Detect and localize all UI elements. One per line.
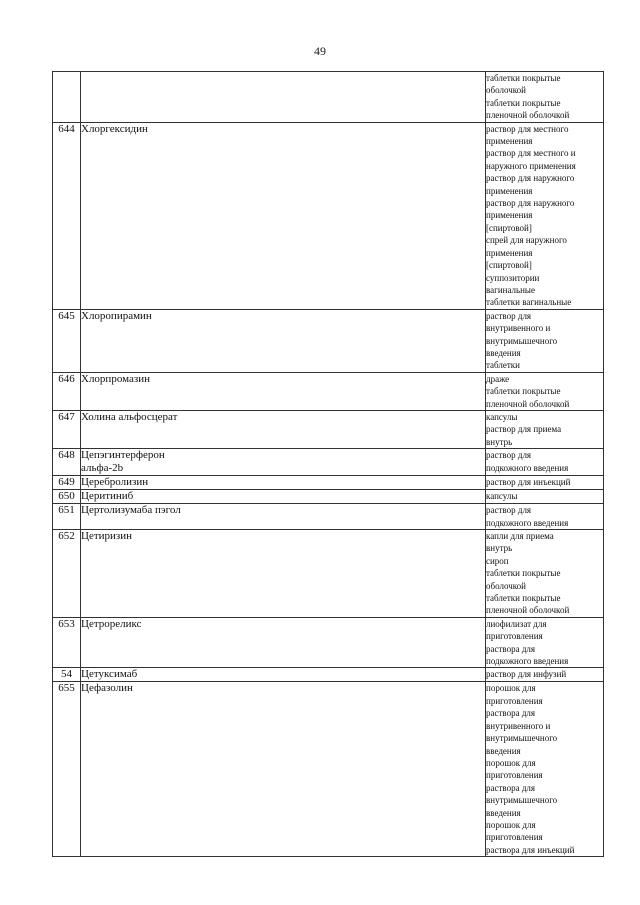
drug-name-line: Цетиризин — [81, 530, 133, 542]
dosage-form-line: внутрь — [486, 436, 513, 447]
dosage-form-line: капсулы — [486, 411, 518, 422]
dosage-forms-cell — [486, 309, 604, 372]
drug-name-cell — [81, 490, 486, 504]
drug-table-body — [53, 72, 604, 857]
dosage-form-line: драже — [486, 373, 510, 384]
dosage-form-line: внутривенного и — [486, 720, 551, 731]
dosage-form-line: спрей для наружного — [486, 235, 567, 246]
dosage-forms-cell — [486, 476, 604, 490]
dosage-form-line: капсулы — [486, 491, 518, 502]
drug-name-cell — [81, 449, 486, 476]
table-row — [53, 504, 604, 530]
dosage-form-line: капли для приема — [486, 531, 554, 541]
drug-name-cell — [81, 72, 486, 123]
row-number-cell: 645 — [53, 309, 81, 372]
dosage-form-line: таблетки покрытые — [486, 97, 561, 108]
table-row — [53, 122, 604, 309]
drug-name-line: Церитиниб — [81, 490, 134, 503]
dosage-form-line: сироп — [486, 555, 509, 566]
dosage-form-line: внутривенного и — [486, 323, 551, 334]
table-row — [53, 617, 604, 668]
row-number-cell: 644 — [53, 122, 81, 309]
dosage-form-line: раствор для — [486, 505, 532, 516]
dosage-form-line: подкожного введения — [486, 462, 569, 473]
dosage-form-line: раствор для местного и — [486, 148, 576, 159]
drug-name-cell — [81, 668, 486, 682]
dosage-form-line: раствор для наружного — [486, 198, 575, 209]
table-row — [53, 372, 604, 410]
table-row — [53, 476, 604, 490]
drug-name-line: Хлоргексидин — [81, 122, 148, 135]
row-number-cell: 652 — [53, 530, 81, 618]
dosage-forms-cell — [486, 449, 604, 476]
dosage-form-line: применения — [486, 210, 533, 221]
dosage-form-line: раствора для инъекций — [486, 844, 575, 855]
drug-name-cell — [81, 476, 486, 490]
dosage-form-line: внутримышечного — [486, 335, 558, 346]
drug-name-line: альфа-2b — [81, 462, 124, 475]
row-number-cell: 653 — [53, 617, 81, 668]
dosage-form-line: порошок для — [486, 819, 536, 830]
drug-name-cell — [81, 122, 486, 309]
dosage-form-line: порошок для — [486, 757, 536, 768]
dosage-form-line: применения — [486, 136, 533, 147]
dosage-form-line: раствора для — [486, 708, 536, 719]
drug-name-line: Холина альфосцерат — [81, 410, 178, 423]
drug-name-line: Цертолизумаба пэгол — [81, 504, 181, 517]
dosage-form-line: раствор для инъекций — [486, 477, 571, 488]
table-row — [53, 682, 604, 857]
row-number-cell: 54 — [53, 668, 81, 682]
drug-name-cell — [81, 504, 486, 530]
dosage-form-line: пленочной оболочкой — [486, 398, 570, 409]
dosage-forms-cell — [486, 410, 604, 448]
dosage-form-line: вагинальные — [486, 284, 535, 295]
dosage-forms-cell — [486, 668, 604, 682]
table-row — [53, 449, 604, 476]
dosage-form-line: введения — [486, 807, 521, 818]
dosage-form-line: пленочной оболочкой — [486, 110, 570, 121]
dosage-form-line: порошок для — [486, 683, 536, 694]
table-row — [53, 490, 604, 504]
dosage-forms-cell — [486, 372, 604, 410]
dosage-form-line: внутрь — [486, 543, 513, 554]
dosage-form-line: таблетки покрытые — [486, 568, 561, 579]
row-number-cell: 651 — [53, 504, 81, 530]
dosage-form-line: [спиртовой] — [486, 222, 532, 233]
dosage-form-line: внутримышечного — [486, 795, 558, 806]
dosage-form-line: таблетки — [486, 360, 521, 371]
drug-name-line: Церебролизин — [81, 476, 149, 489]
dosage-form-line: раствор для — [486, 310, 532, 321]
row-number-cell — [53, 72, 81, 123]
row-number-cell: 646 — [53, 372, 81, 410]
dosage-form-line: раствор для наружного — [486, 173, 575, 184]
dosage-forms-cell — [486, 490, 604, 504]
row-number-cell: 655 — [53, 682, 81, 857]
dosage-form-line: раствор для — [486, 450, 532, 461]
dosage-form-line: введения — [486, 745, 521, 756]
drug-name-cell — [81, 309, 486, 372]
table-row — [53, 530, 604, 618]
dosage-form-line: наружного применения — [486, 160, 576, 171]
dosage-forms-cell — [486, 504, 604, 530]
drug-name-line: Хлоропирамин — [81, 309, 152, 322]
drug-name-cell — [81, 410, 486, 448]
drug-name-cell — [81, 372, 486, 410]
dosage-form-line: раствора для — [486, 782, 536, 793]
dosage-forms-cell — [486, 682, 604, 857]
dosage-form-line: применения — [486, 185, 533, 196]
dosage-form-line: оболочкой — [486, 85, 526, 96]
dosage-form-line: приготовления — [486, 832, 543, 843]
table-row — [53, 309, 604, 372]
drug-name-cell — [81, 530, 486, 618]
dosage-form-line: лиофилизат для — [486, 618, 547, 629]
table-row — [53, 72, 604, 123]
dosage-form-line: таблетки покрытые — [486, 593, 561, 604]
row-number-cell: 649 — [53, 476, 81, 490]
drug-name-line: Цепэгинтерферон — [81, 449, 165, 462]
dosage-forms-cell — [486, 122, 604, 309]
dosage-form-line: раствор для инфузий — [486, 669, 567, 680]
dosage-form-line: раствор для приема — [486, 424, 562, 435]
drug-name-cell — [81, 682, 486, 857]
dosage-forms-cell — [486, 530, 604, 618]
dosage-forms-cell — [486, 72, 604, 123]
dosage-form-line: таблетки покрытые — [486, 386, 561, 397]
dosage-form-line: введения — [486, 347, 521, 358]
drug-name-cell — [81, 617, 486, 668]
dosage-form-line: раствора для — [486, 643, 536, 654]
table-row — [53, 410, 604, 448]
dosage-form-line: применения — [486, 247, 533, 258]
page-number: 49 — [314, 44, 326, 58]
dosage-form-line: таблетки покрытые — [486, 73, 561, 83]
dosage-form-line: приготовления — [486, 631, 543, 642]
table-row — [53, 668, 604, 682]
row-number-cell: 650 — [53, 490, 81, 504]
drug-name-line: Цефазолин — [81, 682, 133, 695]
dosage-form-line: [спиртовой] — [486, 260, 532, 271]
dosage-form-line: пленочной оболочкой — [486, 605, 570, 616]
drug-name-line: Хлорпромазин — [81, 372, 150, 385]
dosage-form-line: приготовления — [486, 770, 543, 781]
row-number-cell: 647 — [53, 410, 81, 448]
dosage-form-line: приготовления — [486, 695, 543, 706]
drug-name-line: Цетрореликс — [81, 617, 142, 630]
dosage-form-line: оболочкой — [486, 580, 526, 591]
dosage-forms-cell — [486, 617, 604, 668]
row-number-cell: 648 — [53, 449, 81, 476]
dosage-form-line: суппозитории — [486, 272, 540, 283]
dosage-form-line: подкожного введения — [486, 656, 569, 667]
drug-name-line: Цетуксимаб — [81, 668, 138, 681]
drug-table — [52, 71, 604, 857]
dosage-form-line: таблетки вагинальные — [486, 297, 572, 308]
dosage-form-line: внутримышечного — [486, 733, 558, 744]
dosage-form-line: подкожного введения — [486, 517, 569, 528]
dosage-form-line: раствор для местного — [486, 123, 569, 134]
